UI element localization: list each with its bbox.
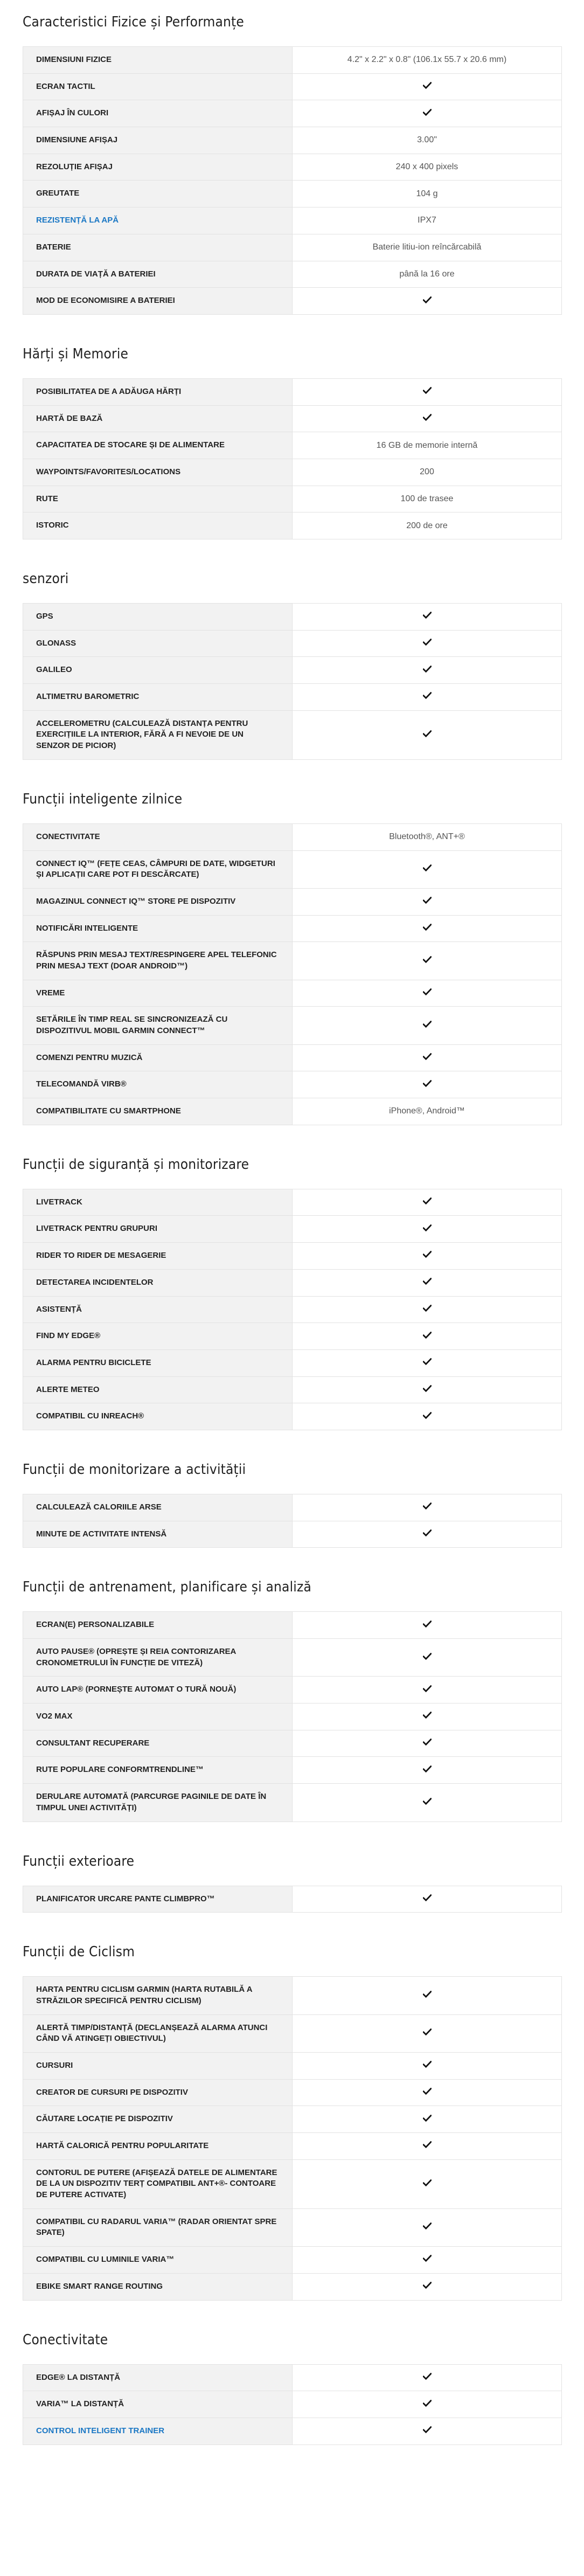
spec-section	[23, 346, 561, 539]
spec-row	[23, 2133, 562, 2160]
checkmark-icon	[423, 2282, 432, 2289]
spec-row	[23, 630, 562, 657]
spec-label: DIMENSIUNI FIZICE	[23, 47, 293, 74]
spec-label: RĂSPUNS PRIN MESAJ TEXT/RESPINGERE APEL TELEFONIC PRIN MESAJ TEXT (DOAR ANDROID™)	[23, 942, 293, 980]
spec-value	[293, 1639, 562, 1677]
spec-label: CALCULEAZĂ CALORIILE ARSE	[23, 1494, 293, 1521]
spec-value	[293, 630, 562, 657]
checkmark-icon	[423, 988, 432, 995]
checkmark-icon	[423, 2179, 432, 2186]
spec-label: EDGE® LA DISTANȚĂ	[23, 2364, 293, 2391]
spec-row	[23, 2273, 562, 2300]
spec-label: CAPACITATEA DE STOCARE ȘI DE ALIMENTARE	[23, 432, 293, 459]
spec-row	[23, 1704, 562, 1730]
spec-label: MINUTE DE ACTIVITATE INTENSĂ	[23, 1521, 293, 1548]
section-title: Funcții de monitorizare a activității	[23, 1461, 246, 1478]
spec-row	[23, 1730, 562, 1757]
checkmark-icon	[423, 692, 432, 699]
spec-value	[293, 2052, 562, 2079]
spec-row	[23, 888, 562, 915]
spec-table	[23, 1976, 562, 2300]
checkmark-icon	[423, 2028, 432, 2035]
spec-label: COMPATIBIL CU LUMINILE VARIA™	[23, 2247, 293, 2274]
checkmark-icon	[423, 1412, 432, 1419]
spec-value	[293, 1376, 562, 1403]
spec-label: RUTE POPULARE CONFORMTRENDLINE™	[23, 1757, 293, 1784]
spec-row	[23, 432, 562, 459]
checkmark-icon	[423, 2426, 432, 2433]
spec-row	[23, 1323, 562, 1350]
spec-value	[293, 888, 562, 915]
section-title: Funcții de Ciclism	[23, 1944, 135, 1961]
spec-value	[293, 915, 562, 942]
spec-table	[23, 1886, 562, 1913]
checkmark-icon	[423, 1621, 432, 1628]
spec-value	[293, 942, 562, 980]
spec-label: AFIȘAJ ÎN CULORI	[23, 100, 293, 127]
spec-row	[23, 486, 562, 513]
section-title: Caracteristici Fizice și Performanțe	[23, 14, 245, 30]
spec-value	[293, 1216, 562, 1243]
spec-row	[23, 1349, 562, 1376]
spec-row	[23, 1494, 562, 1521]
spec-row	[23, 100, 562, 127]
spec-value: 200 de ore	[293, 513, 562, 539]
spec-label-link[interactable]: REZISTENȚĂ LA APĂ	[23, 207, 293, 234]
spec-value	[293, 2247, 562, 2274]
checkmark-icon	[423, 296, 432, 303]
checkmark-icon	[423, 1385, 432, 1392]
spec-row	[23, 378, 562, 405]
checkmark-icon	[423, 2061, 432, 2068]
spec-label: NOTIFICĂRI INTELIGENTE	[23, 915, 293, 942]
spec-row	[23, 513, 562, 539]
spec-value: 3.00"	[293, 127, 562, 154]
checkmark-icon	[423, 1685, 432, 1692]
spec-label: ECRAN TACTIL	[23, 73, 293, 100]
checkmark-icon	[423, 1894, 432, 1901]
spec-section	[23, 1157, 561, 1430]
checkmark-icon	[423, 1502, 432, 1509]
checkmark-icon	[423, 414, 432, 421]
spec-label: ECRAN(E) PERSONALIZABILE	[23, 1612, 293, 1639]
spec-label: GALILEO	[23, 657, 293, 684]
spec-value	[293, 2159, 562, 2208]
spec-row	[23, 1521, 562, 1548]
checkmark-icon	[423, 109, 432, 116]
spec-row	[23, 2391, 562, 2418]
section-title: Funcții inteligente zilnice	[23, 791, 183, 807]
spec-row	[23, 207, 562, 234]
checkmark-icon	[423, 639, 432, 646]
spec-section	[23, 1579, 561, 1822]
spec-row	[23, 181, 562, 207]
spec-row	[23, 915, 562, 942]
spec-value: până la 16 ore	[293, 261, 562, 288]
spec-label: HARTA PENTRU CICLISM GARMIN (HARTA RUTABILĂ A STRĂZILOR SPECIFICĂ PENTRU CICLISM)	[23, 1977, 293, 2014]
spec-label: ISTORIC	[23, 513, 293, 539]
spec-value	[293, 850, 562, 888]
spec-table	[23, 823, 562, 1125]
spec-value	[293, 604, 562, 631]
checkmark-icon	[423, 2373, 432, 2380]
spec-value: Baterie litiu-ion reîncărcabilă	[293, 234, 562, 261]
spec-label: CONSULTANT RECUPERARE	[23, 1730, 293, 1757]
spec-value	[293, 1677, 562, 1704]
spec-value	[293, 2106, 562, 2133]
spec-row	[23, 710, 562, 759]
checkmark-icon	[423, 2400, 432, 2407]
spec-label: HARTĂ DE BAZĂ	[23, 405, 293, 432]
spec-row	[23, 1784, 562, 1822]
spec-value	[293, 378, 562, 405]
spec-label: GREUTATE	[23, 181, 293, 207]
spec-label: MOD DE ECONOMISIRE A BATERIEI	[23, 288, 293, 315]
checkmark-icon	[423, 1278, 432, 1285]
checkmark-icon	[423, 1712, 432, 1719]
spec-value	[293, 1296, 562, 1323]
spec-row	[23, 1677, 562, 1704]
spec-row	[23, 234, 562, 261]
spec-value	[293, 2014, 562, 2052]
spec-label: CONTORUL DE PUTERE (AFIȘEAZĂ DATELE DE ALIMENTARE DE LA UN DISPOZITIV TERȚ COMPATIBIL ANT+®- CONTOARE DE PUTERE ACTIVATE)	[23, 2159, 293, 2208]
checkmark-icon	[423, 1305, 432, 1312]
spec-row	[23, 1098, 562, 1125]
spec-row	[23, 657, 562, 684]
spec-row	[23, 2364, 562, 2391]
checkmark-icon	[423, 2255, 432, 2262]
spec-value	[293, 2418, 562, 2445]
spec-label: EBIKE SMART RANGE ROUTING	[23, 2273, 293, 2300]
spec-value	[293, 73, 562, 100]
spec-row	[23, 2014, 562, 2052]
spec-label: LIVETRACK PENTRU GRUPURI	[23, 1216, 293, 1243]
spec-label: ACCELEROMETRU (CALCULEAZĂ DISTANȚA PENTRU EXERCIȚIILE LA INTERIOR, FĂRĂ A FI NEVOIE DE UN SENZOR DE PICIOR)	[23, 710, 293, 759]
spec-value	[293, 1612, 562, 1639]
spec-row	[23, 47, 562, 74]
checkmark-icon	[423, 82, 432, 89]
checkmark-icon	[423, 730, 432, 737]
spec-row	[23, 2159, 562, 2208]
spec-label: COMPATIBIL CU RADARUL VARIA™ (RADAR ORIENTAT SPRE SPATE)	[23, 2208, 293, 2246]
spec-value: IPX7	[293, 207, 562, 234]
spec-row	[23, 1296, 562, 1323]
spec-value: 100 de trasee	[293, 486, 562, 513]
spec-value	[293, 1007, 562, 1044]
spec-value	[293, 1494, 562, 1521]
spec-label: LIVETRACK	[23, 1189, 293, 1216]
spec-value	[293, 1071, 562, 1098]
spec-label: BATERIE	[23, 234, 293, 261]
spec-label: DERULARE AUTOMATĂ (PARCURGE PAGINILE DE DATE ÎN TIMPUL UNEI ACTIVITĂȚI)	[23, 1784, 293, 1822]
spec-value	[293, 2364, 562, 2391]
spec-row	[23, 2106, 562, 2133]
section-title: Conectivitate	[23, 2331, 108, 2348]
spec-row	[23, 288, 562, 315]
spec-label: DETECTAREA INCIDENTELOR	[23, 1269, 293, 1296]
spec-row	[23, 684, 562, 711]
checkmark-icon	[423, 2115, 432, 2122]
spec-label: COMPATIBILITATE CU SMARTPHONE	[23, 1098, 293, 1125]
checkmark-icon	[423, 1251, 432, 1258]
spec-table	[23, 1611, 562, 1822]
spec-row	[23, 405, 562, 432]
spec-value: 16 GB de memorie internă	[293, 432, 562, 459]
checkmark-icon	[423, 666, 432, 673]
spec-label: CURSURI	[23, 2052, 293, 2079]
spec-label-link[interactable]: CONTROL INTELIGENT TRAINER	[23, 2418, 293, 2445]
spec-label: RIDER TO RIDER DE MESAGERIE	[23, 1243, 293, 1270]
spec-value	[293, 657, 562, 684]
spec-value	[293, 100, 562, 127]
spec-row	[23, 2079, 562, 2106]
spec-row	[23, 73, 562, 100]
spec-label: SETĂRILE ÎN TIMP REAL SE SINCRONIZEAZĂ CU DISPOZITIVUL MOBIL GARMIN CONNECT™	[23, 1007, 293, 1044]
spec-table	[23, 1494, 562, 1548]
spec-label: DIMENSIUNE AFIȘAJ	[23, 127, 293, 154]
spec-row	[23, 1376, 562, 1403]
spec-value	[293, 405, 562, 432]
spec-row	[23, 261, 562, 288]
spec-row	[23, 1612, 562, 1639]
spec-label: ALERTE METEO	[23, 1376, 293, 1403]
spec-row	[23, 459, 562, 486]
spec-value	[293, 1403, 562, 1430]
spec-value: Bluetooth®, ANT+®	[293, 823, 562, 850]
spec-value: 240 x 400 pixels	[293, 154, 562, 181]
spec-value	[293, 1730, 562, 1757]
checkmark-icon	[423, 1991, 432, 1998]
spec-label: WAYPOINTS/FAVORITES/LOCATIONS	[23, 459, 293, 486]
spec-row	[23, 1757, 562, 1784]
spec-value	[293, 710, 562, 759]
spec-table	[23, 46, 562, 315]
spec-value	[293, 1323, 562, 1350]
spec-label: VREME	[23, 980, 293, 1007]
spec-table	[23, 603, 562, 760]
checkmark-icon	[423, 1653, 432, 1660]
spec-row	[23, 604, 562, 631]
spec-row	[23, 942, 562, 980]
spec-label: PLANIFICATOR URCARE PANTE CLIMBPRO™	[23, 1886, 293, 1913]
spec-row	[23, 823, 562, 850]
spec-row	[23, 127, 562, 154]
spec-value: 4.2" x 2.2" x 0.8" (106.1x 55.7 x 20.6 mm)	[293, 47, 562, 74]
spec-section	[23, 791, 561, 1125]
spec-label: DURATA DE VIAȚĂ A BATERIEI	[23, 261, 293, 288]
spec-value	[293, 2391, 562, 2418]
checkmark-icon	[423, 2222, 432, 2229]
spec-label: VARIA™ LA DISTANȚĂ	[23, 2391, 293, 2418]
spec-label: ALTIMETRU BAROMETRIC	[23, 684, 293, 711]
spec-value	[293, 1784, 562, 1822]
spec-row	[23, 1071, 562, 1098]
spec-label: POSIBILITATEA DE A ADĂUGA HĂRȚI	[23, 378, 293, 405]
spec-label: CĂUTARE LOCAȚIE PE DISPOZITIV	[23, 2106, 293, 2133]
checkmark-icon	[423, 2088, 432, 2095]
checkmark-icon	[423, 1053, 432, 1060]
checkmark-icon	[423, 1765, 432, 1772]
section-title: Hărți și Memorie	[23, 345, 129, 362]
spec-label: MAGAZINUL CONNECT IQ™ STORE PE DISPOZITIV	[23, 888, 293, 915]
spec-table	[23, 378, 562, 539]
spec-value	[293, 1243, 562, 1270]
spec-row	[23, 1403, 562, 1430]
spec-section	[23, 14, 561, 315]
spec-row	[23, 980, 562, 1007]
spec-value	[293, 2079, 562, 2106]
spec-label: AUTO PAUSE® (OPREȘTE ȘI REIA CONTORIZAREA CRONOMETRULUI ÎN FUNCȚIE DE VITEZĂ)	[23, 1639, 293, 1677]
section-title: senzori	[23, 571, 69, 587]
spec-value: iPhone®, Android™	[293, 1098, 562, 1125]
spec-row	[23, 1639, 562, 1677]
spec-value	[293, 2273, 562, 2300]
section-title: Funcții exterioare	[23, 1853, 135, 1869]
spec-section	[23, 1944, 561, 2300]
spec-label: CONNECT IQ™ (FEȚE CEAS, CÂMPURI DE DATE, WIDGETURI ȘI APLICAȚII CARE POT FI DESCĂRCATE)	[23, 850, 293, 888]
checkmark-icon	[423, 956, 432, 963]
spec-value: 200	[293, 459, 562, 486]
spec-value	[293, 1977, 562, 2014]
spec-value	[293, 1044, 562, 1071]
checkmark-icon	[423, 612, 432, 619]
specs-sections	[23, 14, 561, 2445]
spec-label: RUTE	[23, 486, 293, 513]
spec-label: AUTO LAP® (PORNEȘTE AUTOMAT O TURĂ NOUĂ)	[23, 1677, 293, 1704]
spec-label: HARTĂ CALORICĂ PENTRU POPULARITATE	[23, 2133, 293, 2160]
spec-label: FIND MY EDGE®	[23, 1323, 293, 1350]
checkmark-icon	[423, 1332, 432, 1339]
spec-value	[293, 980, 562, 1007]
spec-section	[23, 571, 561, 760]
spec-value	[293, 684, 562, 711]
spec-value: 104 g	[293, 181, 562, 207]
spec-label: ASISTENȚĂ	[23, 1296, 293, 1323]
spec-row	[23, 1216, 562, 1243]
spec-value	[293, 1886, 562, 1913]
spec-value	[293, 1349, 562, 1376]
spec-label: COMPATIBIL CU INREACH®	[23, 1403, 293, 1430]
checkmark-icon	[423, 2141, 432, 2148]
spec-value	[293, 1189, 562, 1216]
section-title: Funcții de siguranță și monitorizare	[23, 1156, 249, 1173]
spec-section	[23, 1853, 561, 1913]
spec-table	[23, 1189, 562, 1430]
spec-section	[23, 1462, 561, 1548]
spec-label: GPS	[23, 604, 293, 631]
spec-value	[293, 1757, 562, 1784]
spec-row	[23, 1269, 562, 1296]
checkmark-icon	[423, 897, 432, 904]
checkmark-icon	[423, 387, 432, 394]
spec-row	[23, 1977, 562, 2014]
spec-table	[23, 2364, 562, 2445]
spec-row	[23, 154, 562, 181]
spec-label: TELECOMANDĂ VIRB®	[23, 1071, 293, 1098]
spec-row	[23, 850, 562, 888]
spec-value	[293, 1521, 562, 1548]
checkmark-icon	[423, 1358, 432, 1365]
checkmark-icon	[423, 1739, 432, 1746]
spec-value	[293, 288, 562, 315]
spec-row	[23, 1044, 562, 1071]
spec-label: REZOLUȚIE AFIȘAJ	[23, 154, 293, 181]
spec-label: VO2 MAX	[23, 1704, 293, 1730]
checkmark-icon	[423, 1529, 432, 1536]
checkmark-icon	[423, 924, 432, 931]
spec-row	[23, 1886, 562, 1913]
spec-label: CONECTIVITATE	[23, 823, 293, 850]
spec-value	[293, 2208, 562, 2246]
spec-row	[23, 2208, 562, 2246]
section-title: Funcții de antrenament, planificare și analiză	[23, 1579, 311, 1596]
spec-label: ALARMA PENTRU BICICLETE	[23, 1349, 293, 1376]
spec-row	[23, 1007, 562, 1044]
spec-value	[293, 1704, 562, 1730]
checkmark-icon	[423, 1197, 432, 1204]
checkmark-icon	[423, 1798, 432, 1805]
checkmark-icon	[423, 1080, 432, 1087]
spec-row	[23, 2418, 562, 2445]
spec-section	[23, 2332, 561, 2445]
spec-row	[23, 2247, 562, 2274]
checkmark-icon	[423, 1224, 432, 1231]
spec-label: GLONASS	[23, 630, 293, 657]
checkmark-icon	[423, 1021, 432, 1028]
spec-label: ALERTĂ TIMP/DISTANȚĂ (DECLANȘEAZĂ ALARMA ATUNCI CÂND VĂ ATINGEȚI OBIECTIVUL)	[23, 2014, 293, 2052]
spec-row	[23, 1243, 562, 1270]
spec-row	[23, 1189, 562, 1216]
spec-label: COMENZI PENTRU MUZICĂ	[23, 1044, 293, 1071]
spec-row	[23, 2052, 562, 2079]
checkmark-icon	[423, 864, 432, 871]
spec-label: CREATOR DE CURSURI PE DISPOZITIV	[23, 2079, 293, 2106]
spec-value	[293, 1269, 562, 1296]
spec-value	[293, 2133, 562, 2160]
